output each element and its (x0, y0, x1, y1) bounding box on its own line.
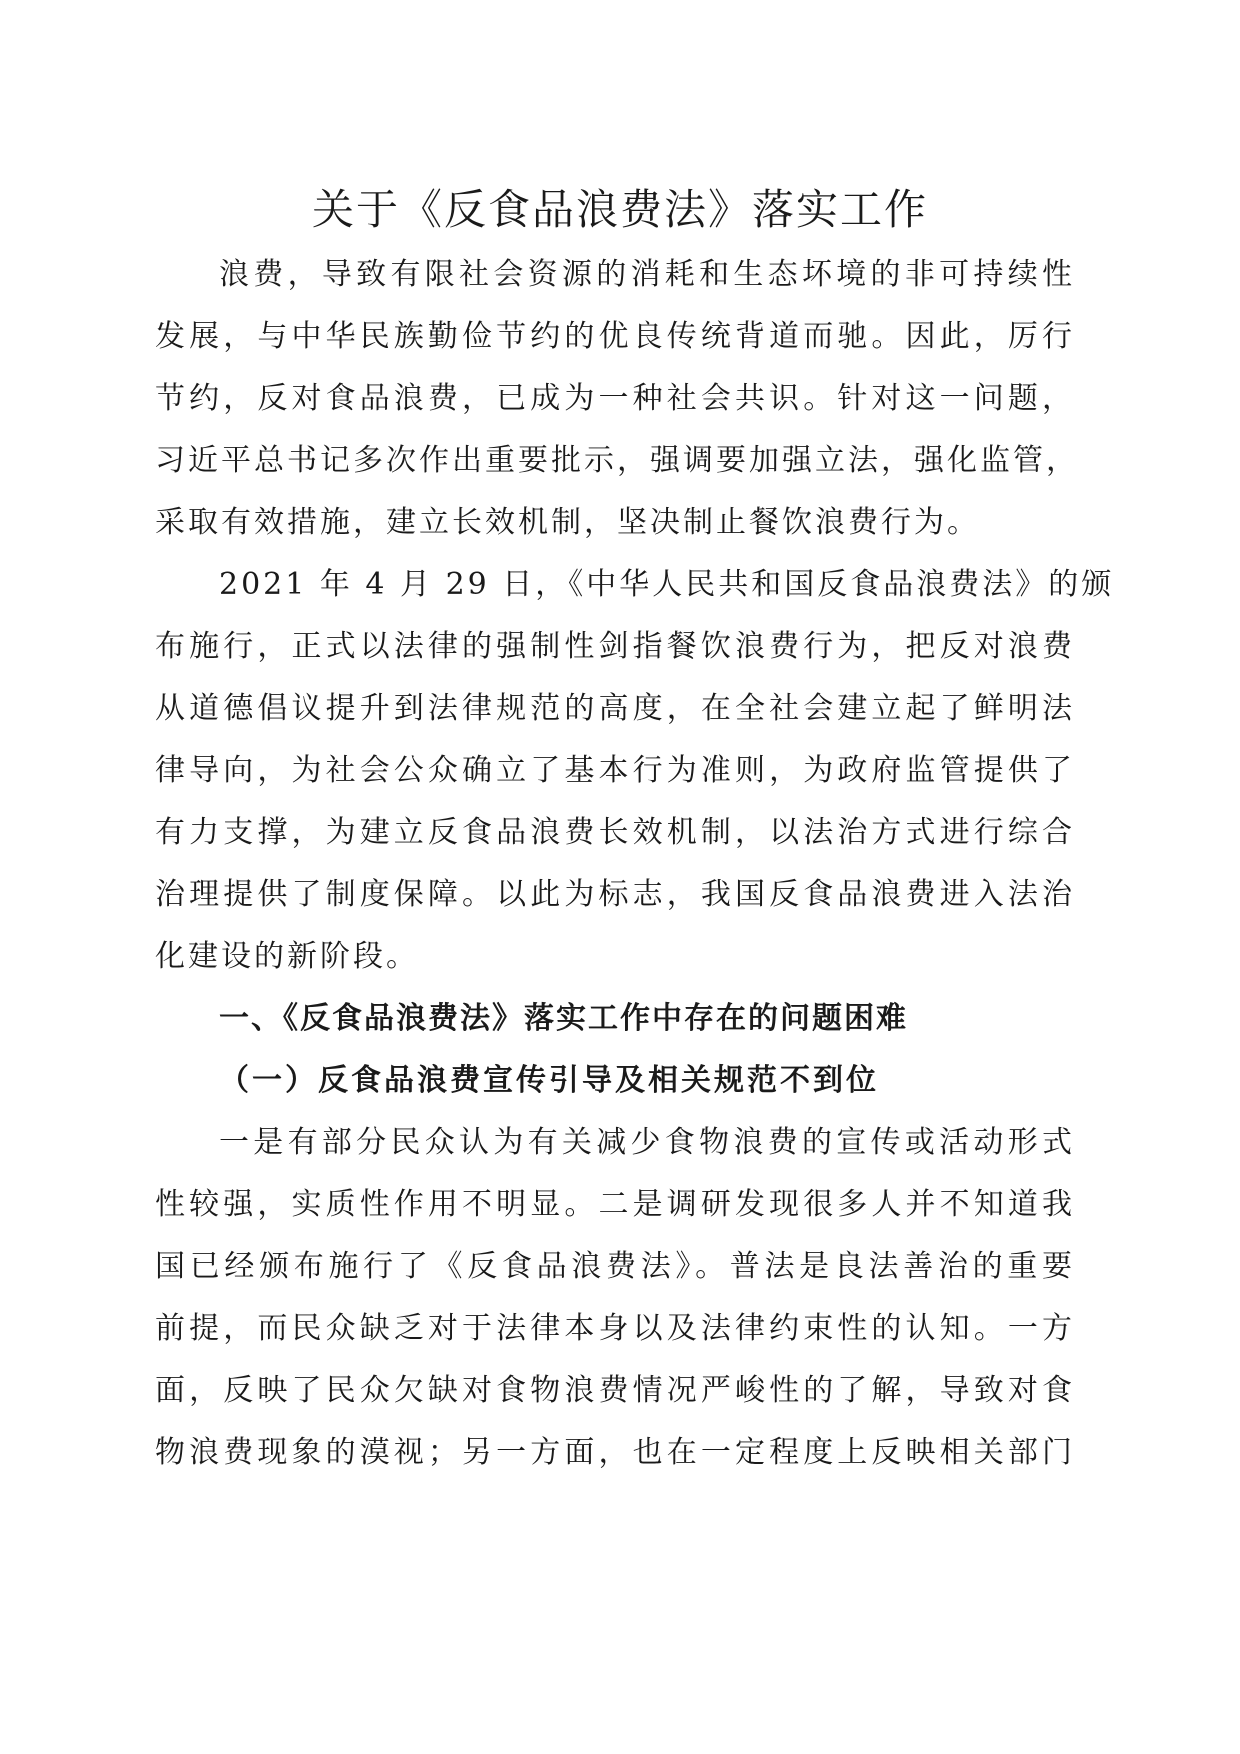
paragraph-2-line-7: 化建设的新阶段。 (155, 939, 419, 974)
paragraph-3-line-2: 性较强，实质性作用不明显。二是调研发现很多人并不知道我 (155, 1187, 1075, 1222)
paragraph-3-line-6: 物浪费现象的漠视；另一方面，也在一定程度上反映相关部门 (155, 1435, 1075, 1470)
document-body (155, 244, 1115, 1484)
paragraph-1-line-5: 采取有效措施，建立长效机制，坚决制止餐饮浪费行为。 (155, 505, 980, 540)
section-heading-1: 一、《反食品浪费法》落实工作中存在的问题困难 (219, 1001, 908, 1036)
paragraph-3-line-5: 面，反映了民众欠缺对食物浪费情况严峻性的了解，导致对食 (155, 1373, 1075, 1408)
paragraph-2-line-6: 治理提供了制度保障。以此为标志，我国反食品浪费进入法治 (155, 877, 1075, 912)
paragraph-1-line-1: 浪费，导致有限社会资源的消耗和生态坏境的非可持续性 (219, 257, 1075, 292)
paragraph-1-line-2: 发展，与中华民族勤俭节约的优良传统背道而驰。因此，厉行 (155, 319, 1075, 354)
paragraph-3-line-3: 国已经颁布施行了《反食品浪费法》。普法是良法善治的重要 (155, 1249, 1075, 1284)
paragraph-2-line-4: 律导向，为社会公众确立了基本行为准则，为政府监管提供了 (155, 753, 1075, 788)
paragraph-2-line-2: 布施行，正式以法律的强制性剑指餐饮浪费行为，把反对浪费 (155, 629, 1075, 664)
document-title: 关于《反食品浪费法》落实工作 (311, 185, 928, 234)
subsection-heading-1: （一）反食品浪费宣传引导及相关规范不到位 (219, 1063, 879, 1098)
paragraph-3-line-4: 前提，而民众缺乏对于法律本身以及法律约束性的认知。一方 (155, 1311, 1075, 1346)
paragraph-1-line-3: 节约，反对食品浪费，已成为一种社会共识。针对这一问题， (155, 381, 1075, 416)
paragraph-2-line-3: 从道德倡议提升到法律规范的高度，在全社会建立起了鲜明法 (155, 691, 1075, 726)
paragraph-2-line-5: 有力支撑，为建立反食品浪费长效机制，以法治方式进行综合 (155, 815, 1075, 850)
paragraph-1-line-4: 习近平总书记多次作出重要批示，强调要加强立法，强化监管， (155, 443, 1079, 478)
paragraph-2-line-1: 2021 年 4 月 29 日，《中华人民共和国反食品浪费法》的颁 (219, 567, 1115, 602)
paragraph-3-line-1: 一是有部分民众认为有关减少食物浪费的宣传或活动形式 (219, 1125, 1075, 1160)
